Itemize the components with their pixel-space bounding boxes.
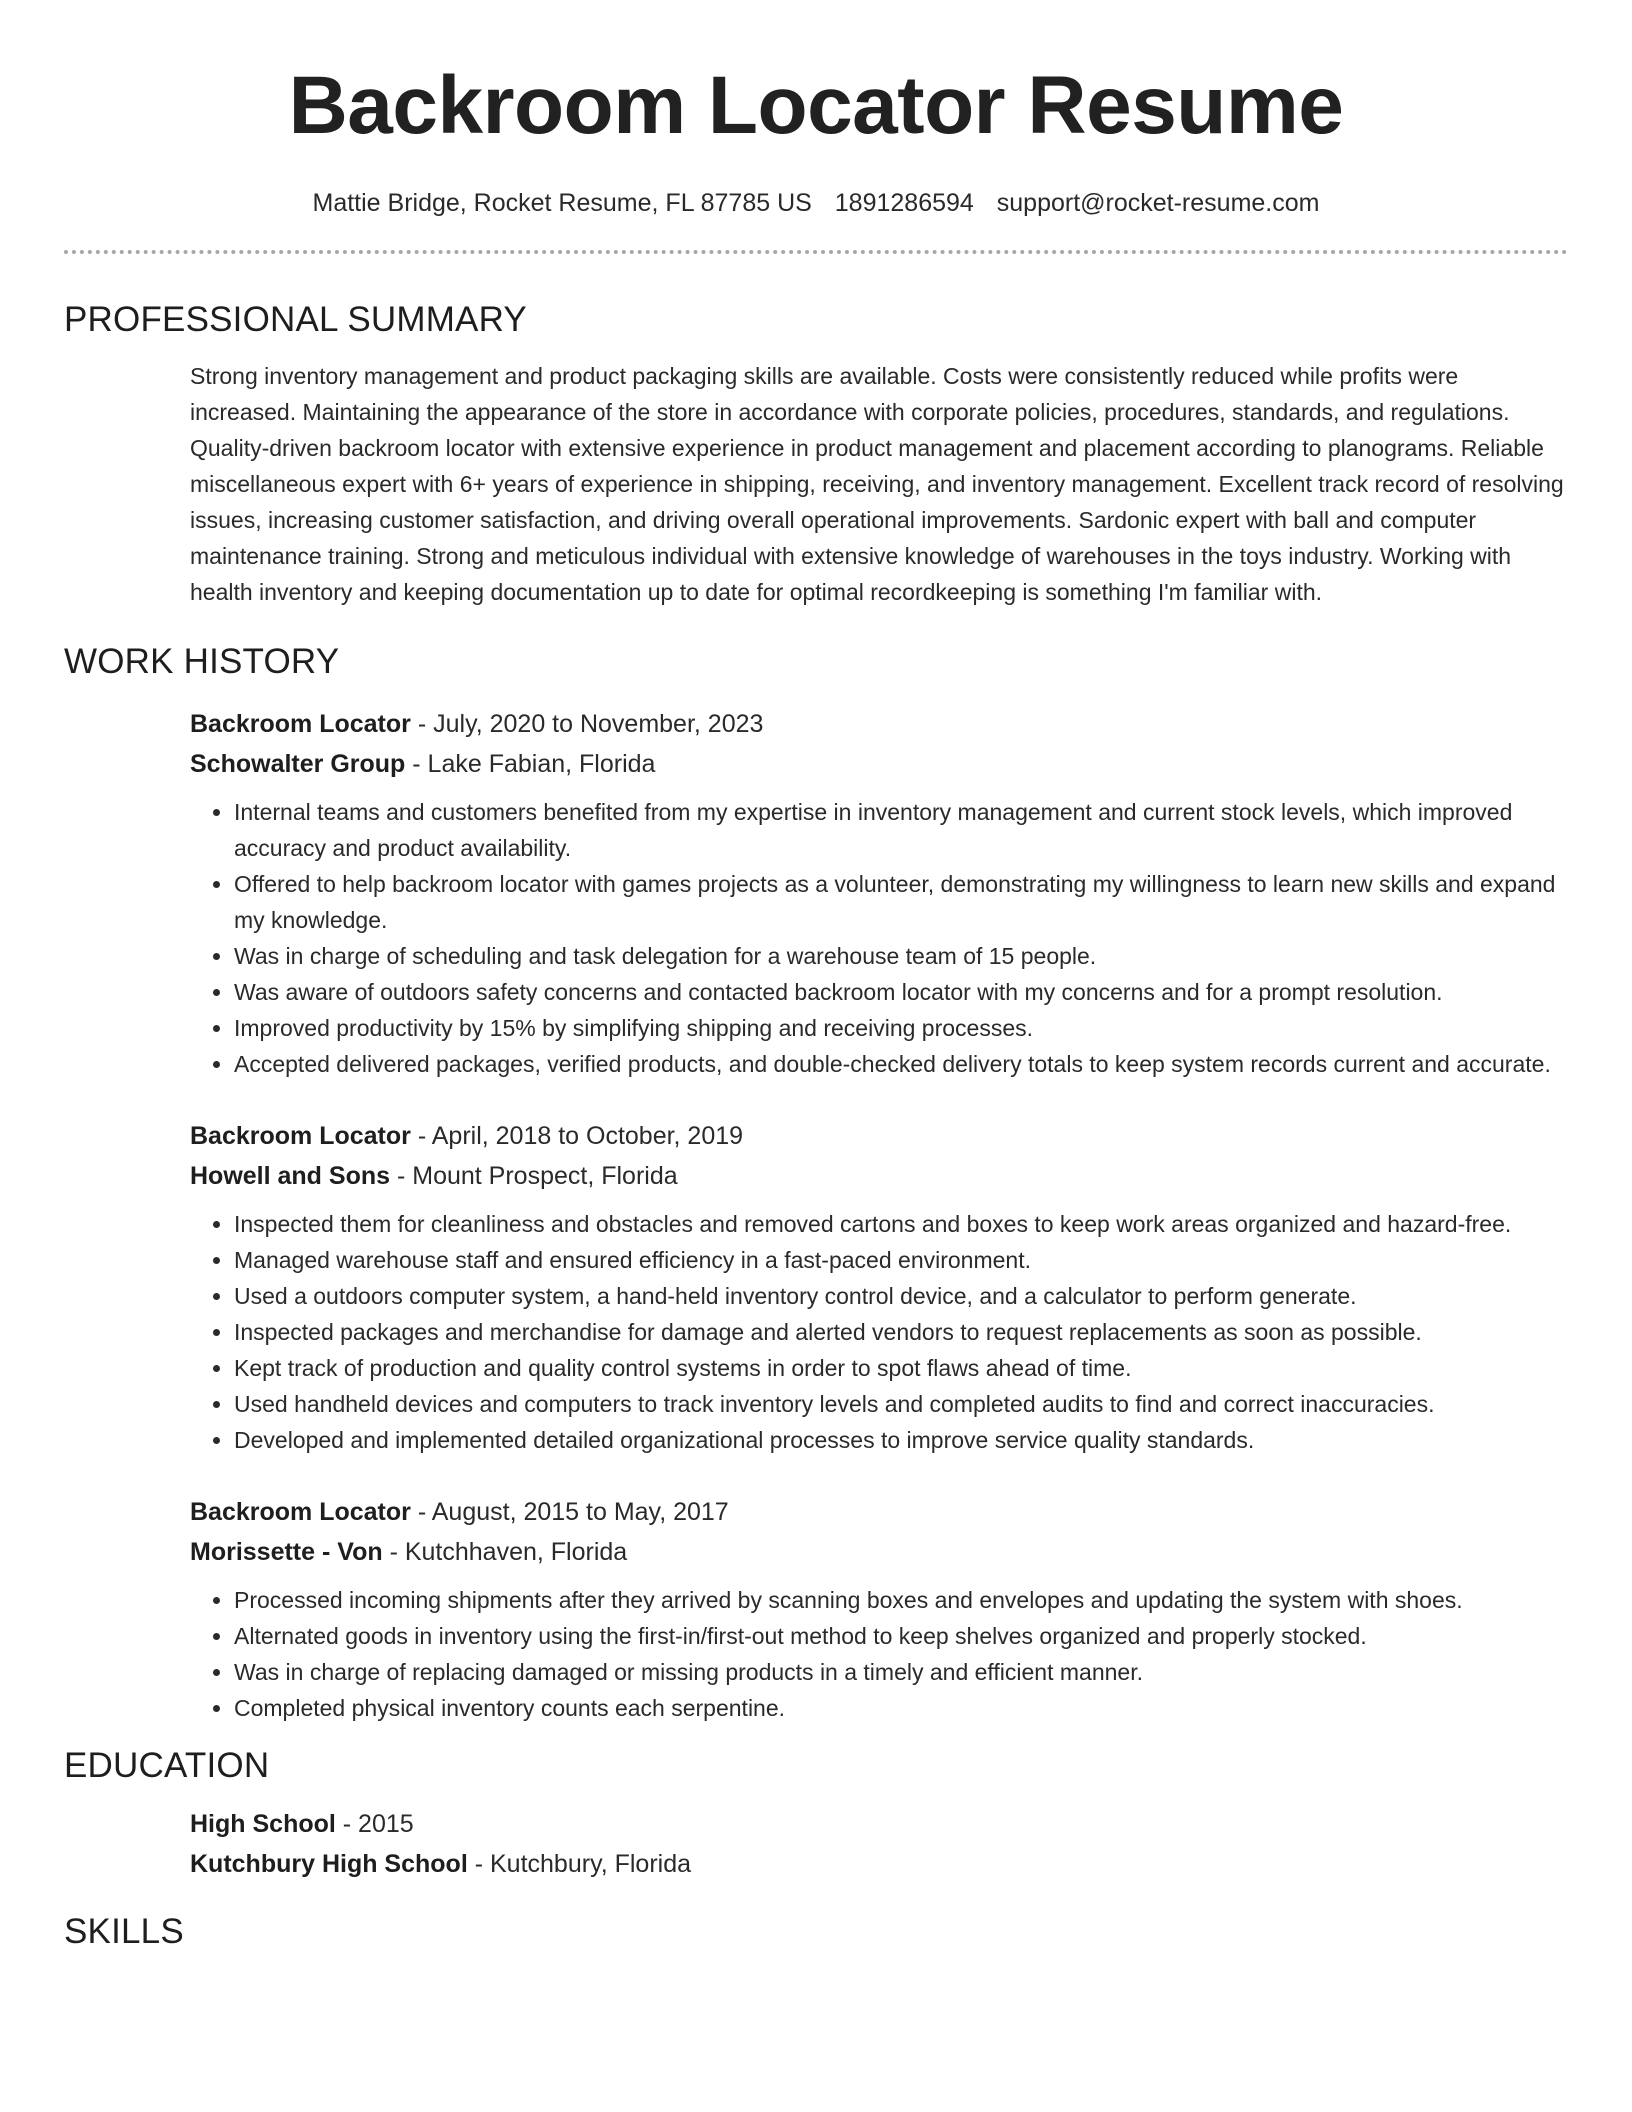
education-school: Kutchbury High School xyxy=(190,1850,468,1878)
job-dates: - July, 2020 to November, 2023 xyxy=(417,710,764,738)
resume-title: Backroom Locator Resume xyxy=(288,60,1344,151)
job-company-line xyxy=(190,744,1568,784)
list-item: • Managed warehouse staff and ensured efficiency in a fast-paced environment. xyxy=(234,1242,1568,1278)
professional-summary-section xyxy=(64,298,1568,610)
list-item: • Developed and implemented detailed organizational processes to improve service quality standards. xyxy=(234,1422,1568,1458)
contact-email: support@rocket-resume.com xyxy=(996,189,1320,217)
list-item: • Alternated goods in inventory using the first-in/first-out method to keep shelves organized and properly stocked. xyxy=(234,1618,1568,1654)
list-item: • Was in charge of scheduling and task delegation for a warehouse team of 15 people. xyxy=(234,938,1568,974)
job-company-line xyxy=(190,1532,1568,1572)
job-bullet-list xyxy=(190,1582,1568,1726)
contact-address: Mattie Bridge, Rocket Resume, FL 87785 US xyxy=(312,189,812,217)
job-entry xyxy=(190,1492,1568,1726)
job-company: Howell and Sons xyxy=(190,1162,391,1190)
job-title-line xyxy=(190,704,1568,744)
job-entry xyxy=(190,1116,1568,1458)
job-title: Backroom Locator xyxy=(190,1498,411,1526)
job-bullet-list xyxy=(190,794,1568,1082)
job-title: Backroom Locator xyxy=(190,710,411,738)
job-company: Morissette - Von xyxy=(190,1538,383,1566)
job-company: Schowalter Group xyxy=(190,750,406,778)
job-location: - Lake Fabian, Florida xyxy=(412,750,656,778)
summary-paragraph: Strong inventory management and product packaging skills are available. Costs were consistently reduced while profits were increased. Maintaining the appearance of the store in accordance with corporate policies, procedures, standards, and regulations. Quality-driven backroom locator with extensive experience in product management and placement according to planograms. Reliable miscellaneous expert with 6+ years of experience in shipping, receiving, and inventory management. Excellent track record of resolving issues, increasing customer satisfaction, and driving overall operational improvements. Sardonic expert with ball and computer maintenance training. Strong and meticulous individual with extensive knowledge of warehouses in the toys industry. Working with health inventory and keeping documentation up to date for optimal recordkeeping is something I'm familiar with. xyxy=(190,363,1564,605)
education-degree-line xyxy=(190,1804,1568,1844)
job-location: - Mount Prospect, Florida xyxy=(396,1162,678,1190)
header-divider xyxy=(64,250,1568,254)
list-item: • Offered to help backroom locator with games projects as a volunteer, demonstrating my willingness to learn new skills and expand my knowledge. xyxy=(234,866,1568,938)
list-item: • Used a outdoors computer system, a hand-held inventory control device, and a calculator to perform generate. xyxy=(234,1278,1568,1314)
list-item: • Improved productivity by 15% by simplifying shipping and receiving processes. xyxy=(234,1010,1568,1046)
list-item: • Accepted delivered packages, verified products, and double-checked delivery totals to keep system records current and accurate. xyxy=(234,1046,1568,1082)
list-item: • Kept track of production and quality control systems in order to spot flaws ahead of time. xyxy=(234,1350,1568,1386)
education-degree: High School xyxy=(190,1810,336,1838)
education-year: - 2015 xyxy=(342,1810,414,1838)
job-dates: - April, 2018 to October, 2019 xyxy=(417,1122,744,1150)
section-heading-summary: PROFESSIONAL SUMMARY xyxy=(64,300,527,339)
list-item: • Processed incoming shipments after they arrived by scanning boxes and envelopes and updating the system with shoes. xyxy=(234,1582,1568,1618)
list-item: • Internal teams and customers benefited from my expertise in inventory management and current stock levels, which improved accuracy and product availability. xyxy=(234,794,1568,866)
section-heading-skills: SKILLS xyxy=(64,1912,184,1951)
list-item: • Used handheld devices and computers to track inventory levels and completed audits to find and correct inaccuracies. xyxy=(234,1386,1568,1422)
work-history-section xyxy=(64,640,1568,1726)
education-school-line xyxy=(190,1844,1568,1884)
job-bullet-list xyxy=(190,1206,1568,1458)
section-heading-education: EDUCATION xyxy=(64,1746,270,1785)
education-entry xyxy=(190,1804,1568,1884)
section-heading-work: WORK HISTORY xyxy=(64,642,340,681)
contact-phone: 1891286594 xyxy=(834,189,974,217)
education-location: - Kutchbury, Florida xyxy=(474,1850,692,1878)
job-title: Backroom Locator xyxy=(190,1122,411,1150)
education-section xyxy=(64,1744,1568,1884)
list-item: • Inspected them for cleanliness and obstacles and removed cartons and boxes to keep work areas organized and hazard-free. xyxy=(234,1206,1568,1242)
job-dates: - August, 2015 to May, 2017 xyxy=(417,1498,729,1526)
job-title-line xyxy=(190,1492,1568,1532)
job-entry xyxy=(190,704,1568,1082)
list-item: • Was in charge of replacing damaged or missing products in a timely and efficient manner. xyxy=(234,1654,1568,1690)
job-title-line xyxy=(190,1116,1568,1156)
list-item: • Completed physical inventory counts each serpentine. xyxy=(234,1690,1568,1726)
job-location: - Kutchhaven, Florida xyxy=(389,1538,628,1566)
skills-section xyxy=(64,1910,1568,1954)
job-company-line xyxy=(190,1156,1568,1196)
list-item: • Inspected packages and merchandise for damage and alerted vendors to request replacements as soon as possible. xyxy=(234,1314,1568,1350)
contact-line xyxy=(64,186,1568,220)
list-item: • Was aware of outdoors safety concerns and contacted backroom locator with my concerns and for a prompt resolution. xyxy=(234,974,1568,1010)
